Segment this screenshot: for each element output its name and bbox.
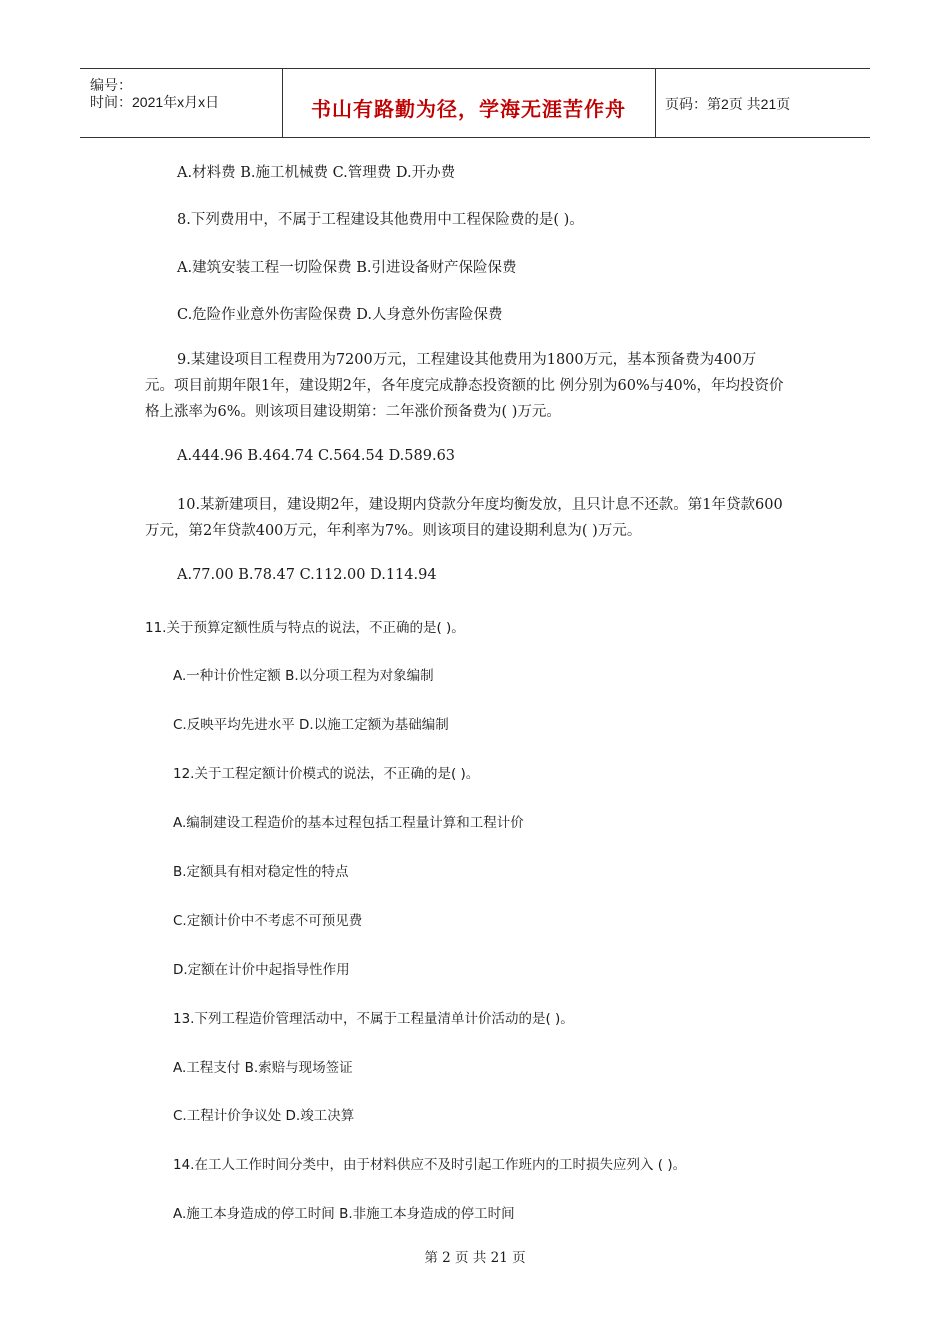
q12-option-c: C.定额计价中不考虑不可预见费 bbox=[173, 913, 363, 929]
q8-options-ab: A.建筑安装工程一切险保费 B.引进设备财产保险保费 bbox=[177, 260, 517, 276]
q12-option-b: B.定额具有相对稳定性的特点 bbox=[173, 864, 349, 880]
header-motto-cell bbox=[282, 69, 656, 137]
page-footer: 第 2 页 共 21 页 bbox=[424, 1250, 526, 1266]
motto: 书山有路勤为径，学海无涯苦作舟 bbox=[311, 99, 626, 121]
q9-options: A.444.96 B.464.74 C.564.54 D.589.63 bbox=[177, 448, 456, 464]
time-label: 时间：2021年x月x日 bbox=[90, 94, 220, 110]
q7-options: A.材料费 B.施工机械费 C.管理费 D.开办费 bbox=[177, 165, 456, 181]
q8-question: 8.下列费用中，不属于工程建设其他费用中工程保险费的是( )。 bbox=[177, 212, 584, 228]
page-header bbox=[80, 68, 870, 138]
q12-question: 12.关于工程定额计价模式的说法，不正确的是( )。 bbox=[173, 766, 480, 782]
header-page-cell bbox=[655, 69, 870, 137]
number-label: 编号： bbox=[90, 77, 132, 93]
q11-options-ab: A.一种计价性定额 B.以分项工程为对象编制 bbox=[173, 668, 434, 684]
q12-option-d: D.定额在计价中起指导性作用 bbox=[173, 962, 350, 978]
q8-options-cd: C.危险作业意外伤害险保费 D.人身意外伤害险保费 bbox=[177, 307, 503, 323]
q10-question: 10.某新建项目，建设期2年，建设期内贷款分年度均衡发放，且只计息不还款。第1年贷款600万元，第2年贷款400万元，年利率为7%。则该项目的建设期利息为( )万元。 bbox=[145, 497, 783, 539]
q11-question: 11.关于预算定额性质与特点的说法，不正确的是( )。 bbox=[145, 620, 465, 636]
q11-options-cd: C.反映平均先进水平 D.以施工定额为基础编制 bbox=[173, 717, 449, 733]
q13-question: 13.下列工程造价管理活动中，不属于工程量清单计价活动的是( )。 bbox=[173, 1011, 574, 1027]
header-info-cell bbox=[80, 69, 283, 137]
page-code: 页码：第2页 共21页 bbox=[665, 96, 791, 112]
q14-options-ab: A.施工本身造成的停工时间 B.非施工本身造成的停工时间 bbox=[173, 1206, 515, 1222]
q10-options: A.77.00 B.78.47 C.112.00 D.114.94 bbox=[177, 567, 437, 583]
q13-options-ab: A.工程支付 B.索赔与现场签证 bbox=[173, 1060, 353, 1076]
q14-question: 14.在工人工作时间分类中，由于材料供应不及时引起工作班内的工时损失应列入 ( )。 bbox=[173, 1157, 687, 1173]
q13-options-cd: C.工程计价争议处 D.竣工决算 bbox=[173, 1108, 355, 1124]
q12-option-a: A.编制建设工程造价的基本过程包括工程量计算和工程计价 bbox=[173, 815, 524, 831]
q9-question: 9.某建设项目工程费用为7200万元，工程建设其他费用为1800万元，基本预备费为400万元。项目前期年限1年，建设期2年，各年度完成静态投资额的比 例分别为60%与40%，年均投资价格上涨率为6%。则该项目建设期第：二年涨价预备费为( )万元。 bbox=[145, 352, 784, 420]
